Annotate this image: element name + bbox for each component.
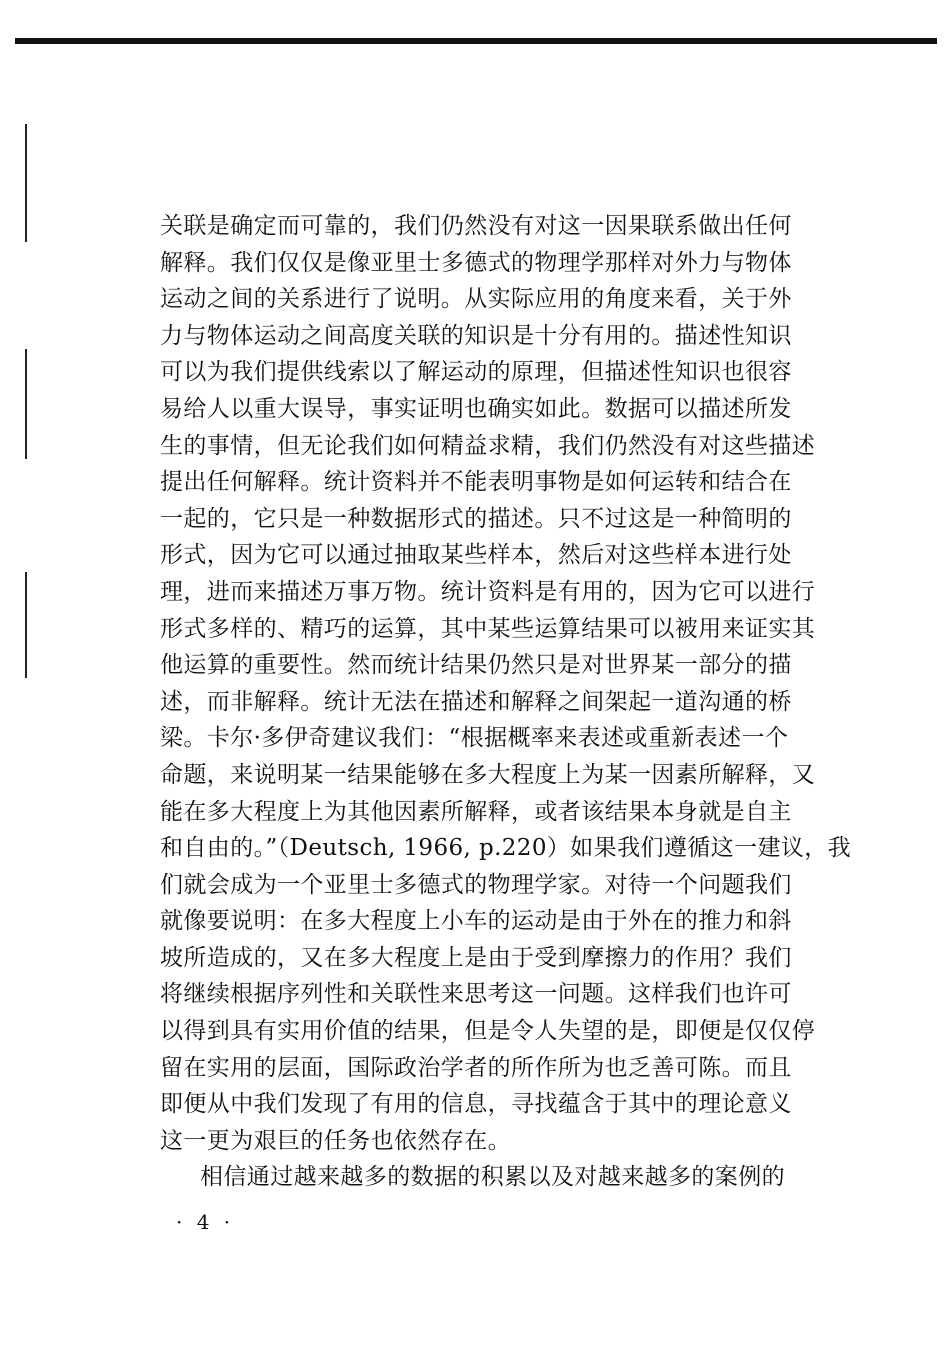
header-rule <box>15 38 937 44</box>
text-line: 梁。卡尔·多伊奇建议我们：“根据概率来表述或重新表述一个 <box>160 725 789 752</box>
text-line: 将继续根据序列性和关联性来思考这一问题。这样我们也许可 <box>160 981 792 1008</box>
text-line: 形式多样的、精巧的运算，其中某些运算结果可以被用来证实其 <box>160 615 816 642</box>
text-line: 即便从中我们发现了有用的信息，寻找蕴含于其中的理论意义 <box>160 1091 792 1118</box>
text-line: 理，进而来描述万事万物。统计资料是有用的，因为它可以进行 <box>160 578 816 605</box>
text-line: 可以为我们提供线索以了解运动的原理，但描述性知识也很容 <box>160 359 792 386</box>
margin-mark <box>25 349 27 459</box>
margin-mark <box>25 124 27 242</box>
text-line: 和自由的。”（Deutsch, 1966, p.220）如果我们遵循这一建议，我 <box>160 835 852 862</box>
text-line: 解释。我们仅仅是像亚里士多德式的物理学那样对外力与物体 <box>160 249 792 276</box>
text-line: 就像要说明：在多大程度上小车的运动是由于外在的推力和斜 <box>160 908 792 935</box>
page-number: · 4 · <box>176 1210 235 1234</box>
text-line: 这一更为艰巨的任务也依然存在。 <box>160 1127 511 1154</box>
paragraph-start-line: 相信通过越来越多的数据的积累以及对越来越多的案例的 <box>200 1164 785 1191</box>
text-line: 以得到具有实用价值的结果，但是令人失望的是，即便是仅仅停 <box>160 1018 816 1045</box>
body-text <box>160 208 852 1196</box>
text-line: 形式，因为它可以通过抽取某些样本，然后对这些样本进行处 <box>160 542 792 569</box>
margin-mark <box>25 572 27 678</box>
text-line: 关联是确定而可靠的，我们仍然没有对这一因果联系做出任何 <box>160 213 792 239</box>
text-line: 力与物体运动之间高度关联的知识是十分有用的。描述性知识 <box>160 322 792 349</box>
text-line: 易给人以重大误导，事实证明也确实如此。数据可以描述所发 <box>160 395 792 422</box>
text-line: 命题，来说明某一结果能够在多大程度上为某一因素所解释，又 <box>160 761 816 788</box>
text-line: 们就会成为一个亚里士多德式的物理学家。对待一个问题我们 <box>160 871 792 898</box>
text-line: 提出任何解释。统计资料并不能表明事物是如何运转和结合在 <box>160 469 792 496</box>
text-line: 一起的，它只是一种数据形式的描述。只不过这是一种简明的 <box>160 505 792 532</box>
text-line: 生的事情，但无论我们如何精益求精，我们仍然没有对这些描述 <box>160 432 816 459</box>
text-line: 留在实用的层面，国际政治学者的所作所为也乏善可陈。而且 <box>160 1054 792 1081</box>
text-line: 述，而非解释。统计无法在描述和解释之间架起一道沟通的桥 <box>160 688 792 715</box>
text-line: 能在多大程度上为其他因素所解释，或者该结果本身就是自主 <box>160 798 792 825</box>
text-line: 他运算的重要性。然而统计结果仍然只是对世界某一部分的描 <box>160 652 792 679</box>
text-line: 运动之间的关系进行了说明。从实际应用的角度来看，关于外 <box>160 286 792 313</box>
text-line: 坡所造成的，又在多大程度上是由于受到摩擦力的作用？我们 <box>160 944 792 971</box>
